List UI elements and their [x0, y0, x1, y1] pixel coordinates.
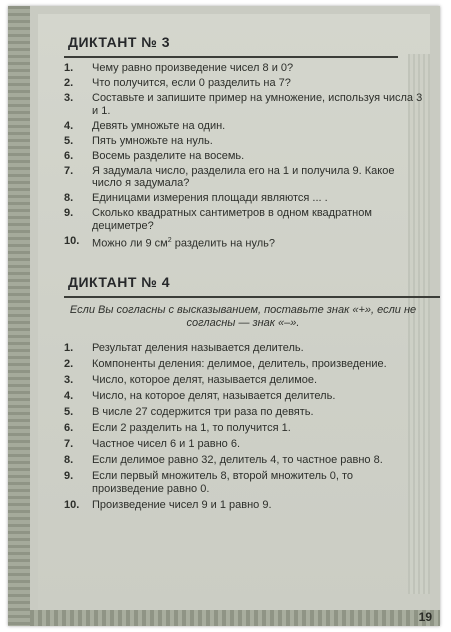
list-item: 10. Произведение чисел 9 и 1 равно 9. [64, 499, 272, 511]
list-item: 10. Можно ли 9 $см^2$ разделить на нуль? [64, 234, 276, 250]
dictation-3-heading: ДИКТАНТ № 3 [68, 34, 171, 50]
dictation-4-instruction: Если Вы согласны с высказыванием, поставьте знак «+», если не согласны — знак «–». [69, 304, 417, 329]
list-item: 5. Пять умножьте на нуль. [64, 134, 213, 147]
list-item: 7. Я задумала число, разделила его на 1 и получила 9. Какое число я задумала? [64, 164, 395, 189]
list-item: 2. Что получится, если 0 разделить на 7? [64, 77, 291, 89]
dictation-3-rule [64, 56, 398, 58]
list-item: 3. Число, которое делят, называется делимое. [64, 374, 318, 386]
list-item: 4. Число, на которое делят, называется делитель. [64, 390, 336, 402]
list-item: 6. Если 2 разделить на 1, то получится 1. [64, 422, 291, 434]
list-item: 1. Результат деления называется делитель. [64, 342, 304, 354]
book-binding [8, 6, 30, 626]
list-item: 4. Девять умножьте на один. [64, 119, 226, 132]
dictation-4-list [64, 342, 424, 515]
bottom-strip [30, 610, 440, 626]
list-item: 9. Если первый множитель 8, второй множитель 0, то произведение равно 0. [64, 470, 354, 495]
list-item: 5. В числе 27 содержится три раза по девять. [64, 406, 314, 418]
list-item: 3. Составьте и запишите пример на умножение, используя числа 3 и 1. [64, 92, 423, 117]
dictation-3-list [64, 62, 424, 252]
list-item: 9. Сколько квадратных сантиметров в одном квадратном дециметре? [64, 207, 372, 232]
book-photo [8, 6, 440, 626]
list-item: 2. Компоненты деления: делимое, делитель, произведение. [64, 358, 387, 370]
list-item: 8. Единицами измерения площади являются ... . [64, 192, 328, 204]
dictation-4-rule [64, 296, 440, 298]
dictation-4-heading: ДИКТАНТ № 4 [68, 274, 171, 290]
list-item: 8. Если делимое равно 32, делитель 4, то частное равно 8. [64, 454, 383, 466]
list-item: 6. Восемь разделите на восемь. [64, 149, 245, 162]
list-item: 7. Частное чисел 6 и 1 равно 6. [64, 438, 241, 450]
page-number: 19 [418, 610, 432, 624]
list-item: 1. Чему равно произведение чисел 8 и 0? [64, 62, 294, 74]
